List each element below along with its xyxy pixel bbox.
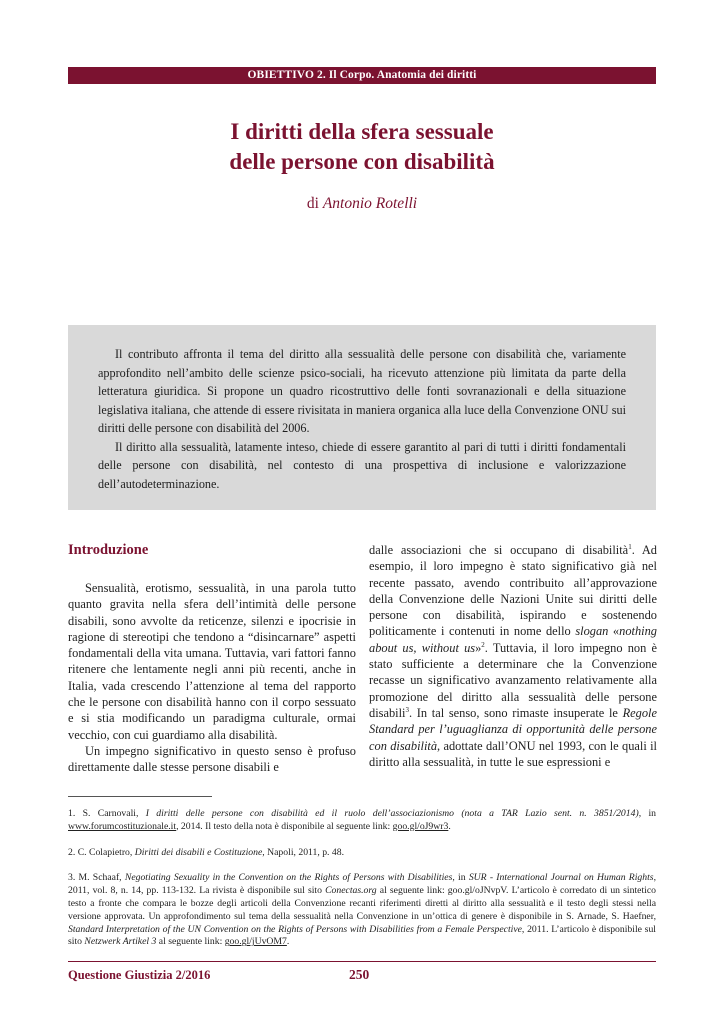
footnote-1 xyxy=(68,808,656,834)
footnotes xyxy=(68,808,656,962)
text-run: 3. M. Schaaf, xyxy=(68,872,125,884)
abstract-paragraph-2: Il diritto alla sessualità, latamente inteso, chiede di essere garantito al pari di tutti i diritti fondamentali delle persone con disabilità, nel contesto di una prospettiva di inclusione e valorizzazione dell’autodeterminazione. xyxy=(98,439,626,491)
body-paragraph xyxy=(369,542,657,770)
footnote-ref-1[interactable]: 1 xyxy=(628,542,632,551)
footnote-3 xyxy=(68,872,656,949)
text-run-italic: nothing about us, without us xyxy=(369,624,657,655)
body-column-right xyxy=(369,542,657,770)
text-run: « xyxy=(608,624,620,639)
text-run: . Tuttavia, il loro impegno non è stato sufficiente a determinare che la Convenzione recasse un significativo avanzamento relativamente alla promozione del diritto alla sessualità delle persone disabili xyxy=(369,640,658,720)
text-run: , 2011, vol. 8, n. 14, pp. 113-132. La rivista è disponibile sul sito xyxy=(68,872,656,897)
body-column-left xyxy=(68,542,356,776)
footnote-ref-3[interactable]: 3 xyxy=(405,705,409,714)
text-run: , Napoli, 2011, p. 48. xyxy=(262,846,345,858)
text-run-italic: Regole Standard per l’uguaglianza di opportunità delle persone con disabilità xyxy=(369,705,657,753)
text-run-italic: Conectas.org xyxy=(325,885,377,897)
title-line-1: I diritti della sfera sessuale xyxy=(230,119,494,144)
text-run: al seguente link: xyxy=(156,936,225,948)
page-number: 250 xyxy=(349,967,370,982)
text-run-italic: SUR - International Journal on Human Rights xyxy=(468,872,654,884)
footnote-link[interactable]: www.forumcostituzionale.it xyxy=(68,820,177,832)
text-run-italic: Netzwerk Artikel 3 xyxy=(84,936,157,948)
text-run: , in xyxy=(638,808,656,819)
byline xyxy=(68,195,656,213)
text-run: . Ad esempio, il loro impegno è stato significativo già nel recente passato, avendo contribuito all’approvazione della Convenzione delle Nazioni Unite sui diritti delle persone con disabilità, ispirando e sostenendo politicamente i contenuti in nome dello xyxy=(369,543,658,639)
text-run: , adottate dall’ONU nel 1993, con le quali il diritto alla sessualità, in tutte le sue espressioni e xyxy=(369,738,657,769)
text-run: , 2014. Il testo della nota è disponibile al seguente link: xyxy=(176,820,393,832)
abstract-box xyxy=(68,325,656,510)
footer-divider xyxy=(68,961,656,962)
text-run: 1. S. Carnovali, xyxy=(68,808,146,819)
text-run: 2. C. Colapietro, xyxy=(68,846,135,858)
text-run: . xyxy=(286,936,290,948)
text-run-italic: I diritti delle persone con disabilità ed il ruolo dell’associazionismo (nota a TAR Lazio sent. n. 3851/2014) xyxy=(145,808,639,819)
text-run: dalle associazioni che si occupano di disabilità xyxy=(369,543,629,557)
text-run-italic: Standard Interpretation of the UN Convention on the Rights of Persons with Disabilities from a Female Perspective xyxy=(68,923,522,935)
text-run: al seguente link: goo.gl/oJNvpV. L’articolo è corredato di un sintetico testo a fronte che compara le bozze degli articoli della Convenzione recanti riferimenti diretti al diritto alla sessualità e il testo degli stessi nella versione approvata. Un approfondimento sul tema della sessualità nella Convenzione in un’ottica di genere è disponibile in S. Arnade, S. Haefner, xyxy=(68,885,656,922)
text-run: » xyxy=(475,640,482,655)
abstract-paragraph-1: Il contributo affronta il tema del diritto alla sessualità delle persone con disabilità che, variamente approfondito nell’ambito delle scienze psico-sociali, ha ricevuto attenzione più limitata da parte della letteratura giuridica. Si propone un quadro ricostruttivo delle fonti sovranazionali e della situazione legislativa italiana, che attende di essere rivisitata in maniera organica alla luce della Convenzione ONU sui diritti delle persone con disabilità del 2006. xyxy=(98,347,626,435)
footnote-link[interactable]: goo.gl/jUvOM7 xyxy=(224,936,287,948)
text-run: , 2011. L’articolo è disponibile sul sito xyxy=(68,923,656,948)
text-run-italic: Negotiating Sexuality in the Convention on the Rights of Persons with Disabilities xyxy=(124,872,453,884)
byline-prefix: di xyxy=(306,195,323,212)
section-title-introduzione: Introduzione xyxy=(68,542,149,558)
body-paragraph: Un impegno significativo in questo senso è profuso direttamente dalle stesse persone disabili e xyxy=(68,743,356,775)
text-run: . xyxy=(448,820,451,832)
text-run-italic: slogan xyxy=(575,624,609,639)
text-run: , in xyxy=(452,872,469,884)
text-run: . In tal senso, sono rimaste insuperate le xyxy=(408,705,623,720)
footnote-divider xyxy=(68,796,212,797)
journal-name: Questione Giustizia 2/2016 xyxy=(68,968,211,982)
body-paragraph: Sensualità, erotismo, sessualità, in una parola tutto quanto gravita nella sfera dell’intimità delle persone disabili, sono avvolte da reticenze, silenzi e ipocrisie in ragione di stereotipi che tendono a “disincarnare” aspetti fondamentali della vita umana. Tuttavia, vari fattori fanno ritenere che lentamente negli anni più recenti, anche in Italia, vada crescendo l’attenzione al tema del rapporto che le persone con disabilità hanno con il corpo sessuato e si stia modificando un paradigma culturale, ormai vecchio, con cui guardiamo alla disabilità. xyxy=(68,581,356,742)
footnote-ref-2[interactable]: 2 xyxy=(481,640,485,649)
author-name: Antonio Rotelli xyxy=(322,195,418,212)
article-title xyxy=(68,117,656,177)
title-line-2: delle persone con disabilità xyxy=(229,149,495,174)
footnote-link[interactable]: goo.gl/oJ9wr3 xyxy=(392,820,449,832)
footnote-2 xyxy=(68,847,656,860)
text-run-italic: Diritti dei disabili e Costituzione xyxy=(134,846,263,858)
section-header-bar: OBIETTIVO 2. Il Corpo. Anatomia dei diritti xyxy=(68,67,656,84)
